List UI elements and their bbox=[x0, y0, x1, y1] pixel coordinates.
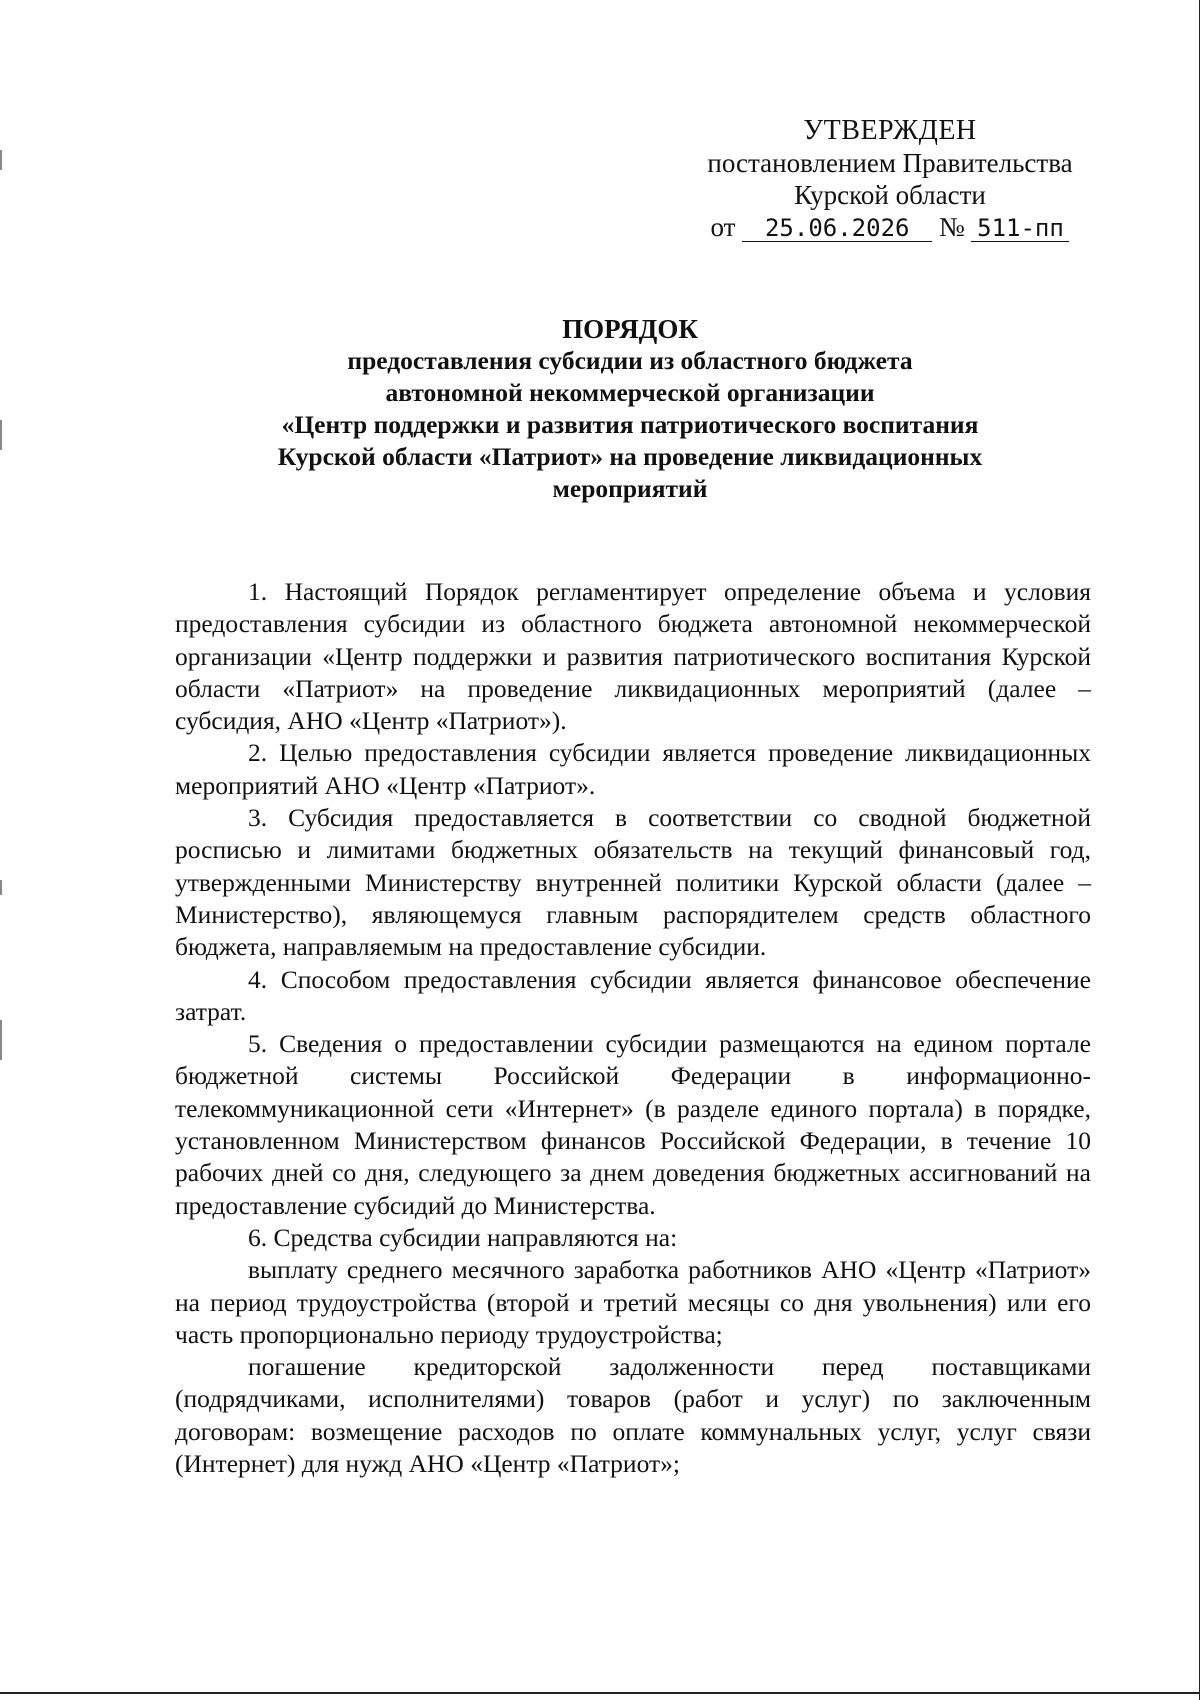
paragraph-1: 1. Настоящий Порядок регламентирует определение объема и условия предоставления субсидии из областного бюджета автономной некоммерческой организации «Центр поддержки и развития патриотического воспитания Курской области «Патриот» на проведение ликвидационных мероприятий (далее – субсидия, АНО «Центр «Патриот»). bbox=[175, 577, 1091, 736]
scan-edge-mark bbox=[0, 1020, 2, 1060]
approval-number: 511-пп bbox=[971, 215, 1069, 242]
heading-line: Курской области «Патриот» на проведение ликвидационных bbox=[277, 442, 983, 471]
paragraph-6-item-2: погашение кредиторской задолженности перед поставщиками (подрядчиками, исполнителями) товаров (работ и услуг) по заключенным договорам: возмещение расходов по оплате коммунальных услуг, услуг связи (Интернет) для нужд АНО «Центр «Патриот»; bbox=[175, 1352, 1091, 1479]
approval-block bbox=[690, 115, 1090, 243]
heading-line: «Центр поддержки и развития патриотического воспитания bbox=[281, 410, 979, 439]
paragraph-5: 5. Сведения о предоставлении субсидии размещаются на едином портале бюджетной системы Российской Федерации в информационно-телекоммуникационной сети «Интернет» (в разделе единого портала) в порядке, установленном Министерством финансов Российской Федерации, в течение 10 рабочих дней со дня, следующего за днем доведения бюджетных ассигнований на предоставление субсидий до Министерства. bbox=[175, 1029, 1091, 1220]
approval-line-1: постановлением Правительства bbox=[707, 148, 1073, 178]
document-title: ПОРЯДОК bbox=[562, 314, 698, 344]
scan-edge-mark bbox=[0, 420, 2, 450]
scan-edge-mark bbox=[0, 880, 2, 895]
approval-title: УТВЕРЖДЕН bbox=[803, 115, 977, 146]
approval-date: 25.06.2026 bbox=[742, 215, 932, 242]
heading-line: автономной некоммерческой организации bbox=[385, 378, 875, 407]
paragraph-6: 6. Средства субсидии направляются на: bbox=[248, 1222, 678, 1252]
paragraph-4: 4. Способом предоставления субсидии является финансовое обеспечение затрат. bbox=[175, 964, 1091, 1026]
paragraph-6-item-1: выплату среднего месячного заработка работников АНО «Центр «Патриот» на период трудоустройства (второй и третий месяцы со дня увольнения) или его часть пропорционально периоду трудоустройства; bbox=[175, 1255, 1091, 1349]
scan-edge-mark bbox=[0, 150, 2, 170]
approval-date-line bbox=[690, 211, 1090, 243]
approval-line-2: Курской области bbox=[794, 180, 986, 210]
from-label: от bbox=[710, 212, 736, 242]
document-body bbox=[175, 576, 1091, 1480]
paragraph-3: 3. Субсидия предоставляется в соответствии со сводной бюджетной росписью и лимитами бюджетных обязательств на текущий финансовый год, утвержденными Министерству внутренней политики Курской области (далее – Министерство), являющемуся главным распорядителем средств областного бюджета, направляемым на предоставление субсидии. bbox=[175, 803, 1091, 962]
scan-edge-bottom bbox=[0, 1692, 1200, 1694]
paragraph-2: 2. Целью предоставления субсидии является проведение ликвидационных мероприятий АНО «Центр «Патриот». bbox=[175, 738, 1091, 800]
number-label: № bbox=[938, 212, 965, 242]
heading-line: мероприятий bbox=[552, 474, 708, 503]
document-heading bbox=[150, 313, 1110, 505]
heading-line: предоставления субсидии из областного бюджета bbox=[347, 346, 913, 375]
